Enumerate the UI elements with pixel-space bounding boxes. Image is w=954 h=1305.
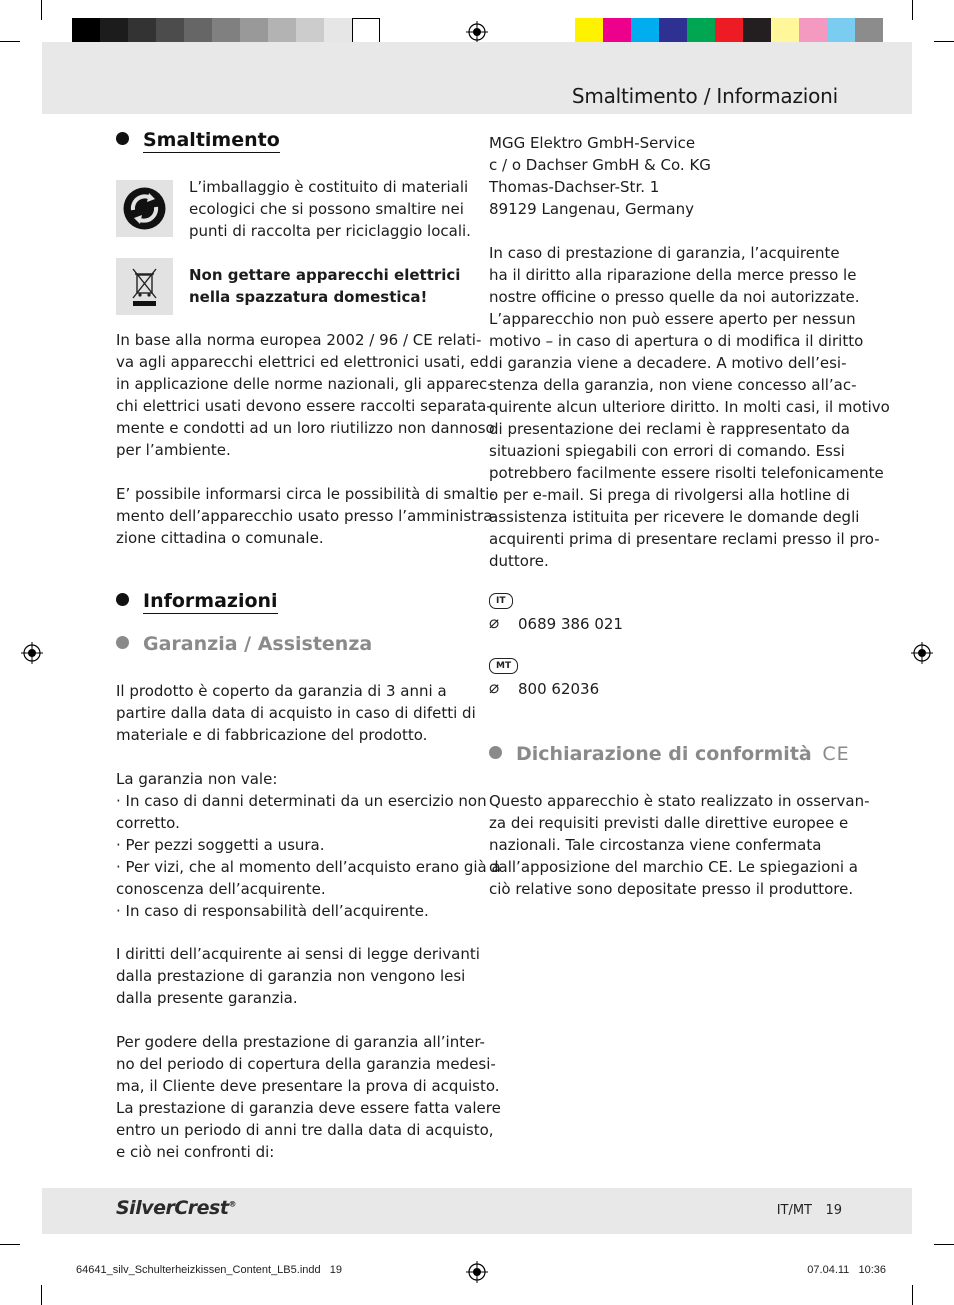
repair-rights-paragraph: In caso di prestazione di garanzia, l’acquirente ha il diritto alla riparazione della merce presso le nostre officine o presso quelle da noi autorizzate. L’apparecchio non può essere aperto per nessun motivo – in caso di apertura o di modifica il diritto di garanzia viene a decadere. A motivo dell’esi- stenza della garanzia, non viene concesso all’ac- quirente alcun ulteriore diritto. In molti casi, il motivo di presentazione dei reclami è rappresentato da situazioni spiegabili con errori di comando. Essi potrebbero facilmente essere risolti telefonicamente o per e-mail. Si prega di rivolgersi alla hotline di assistenza istituita per ricevere le domande degli acquirenti prima di presentare reclami presso il pro- duttore. xyxy=(489,244,890,570)
heading-text: Garanzia / Assistenza xyxy=(143,633,373,655)
crossed-bin-icon xyxy=(116,258,173,315)
bullet-icon xyxy=(116,132,129,145)
hotline-number-it: 0689 386 021 xyxy=(518,615,623,633)
page-number: 19 xyxy=(825,1203,842,1218)
subheading-conformity xyxy=(489,743,850,765)
weee-warning-text: Non gettare apparecchi elettrici nella spazzatura domestica! xyxy=(189,266,461,306)
weee-directive-paragraph: In base alla norma europea 2002 / 96 / CE relati- va agli apparecchi elettrici ed elettronici usati, ed in applicazione delle norme nazionali, gli apparec- chi elettrici usati devono essere raccolti separata- mente e condotti ad un loro riutilizzo non dannoso per l’ambiente. xyxy=(116,331,495,459)
bullet-icon xyxy=(116,593,129,606)
registration-mark-icon xyxy=(911,642,933,664)
section-heading-informazioni xyxy=(116,590,278,612)
conformity-paragraph: Questo apparecchio è stato realizzato in osservan- za dei requisiti previsti dalle direttive europee e nazionali. Tale circostanza viene confermata dall’apposizione del marchio CE. Le spiegazioni a ciò relative sono depositate presso il produttore. xyxy=(489,792,870,898)
registration-mark-icon xyxy=(466,1261,488,1283)
phone-icon: ⌀ xyxy=(489,678,500,698)
crop-mark xyxy=(41,0,42,20)
brand-logo xyxy=(116,1197,236,1219)
heading-text: Smaltimento xyxy=(143,129,280,151)
warranty-paragraph: Il prodotto è coperto da garanzia di 3 anni a partire dalla data di acquisto in caso di difetti di materiale e di fabbricazione del prodotto. xyxy=(116,682,476,744)
bullet-icon xyxy=(489,746,502,759)
recycle-icon xyxy=(116,180,173,237)
brand-name: SilverCrest xyxy=(116,1197,229,1219)
crop-mark xyxy=(41,1285,42,1305)
page-title: Smaltimento / Informazioni xyxy=(571,84,838,108)
registered-mark: ® xyxy=(228,1199,236,1209)
warranty-exclusions-list: La garanzia non vale: · In caso di danni determinati da un esercizio non corretto. · Per pezzi soggetti a usura. · Per vizi, che al momento dell’acquisto erano già a conoscenza dell’acquirente. · In caso di responsabilità dell’acquirente. xyxy=(116,770,501,920)
service-address: MGG Elektro GmbH-Service c / o Dachser GmbH & Co. KG Thomas-Dachser-Str. 1 89129 Langenau, Germany xyxy=(489,134,711,218)
crop-mark xyxy=(912,0,913,20)
crop-mark xyxy=(912,1285,913,1305)
packaging-text: L’imballaggio è costituito di materiali ecologici che si possono smaltire nei punti di raccolta per riciclaggio locali. xyxy=(189,178,471,240)
warranty-claim-paragraph: Per godere della prestazione di garanzia all’inter- no del periodo di copertura della garanzia medesi- ma, il Cliente deve presentare la prova di acquisto. La prestazione di garanzia deve essere fatta valere entro un periodo di anni tre dalla data di acquisto, e ciò nei confronti di: xyxy=(116,1033,501,1161)
registration-mark-icon xyxy=(21,642,43,664)
section-heading-smaltimento xyxy=(116,129,280,151)
statutory-rights-paragraph: I diritti dell’acquirente ai sensi di legge derivanti dalla prestazione di garanzia non vengono lesi dalla presente garanzia. xyxy=(116,945,480,1007)
footer-language: IT/MT xyxy=(776,1203,812,1218)
subheading-garanzia xyxy=(116,633,372,655)
country-badge-mt: MT xyxy=(489,658,518,674)
crop-mark xyxy=(0,1244,20,1245)
bullet-icon xyxy=(116,636,129,649)
crop-mark xyxy=(934,41,954,42)
ce-mark-icon: CE xyxy=(822,743,850,765)
registration-mark-icon xyxy=(466,21,488,43)
slug-filename: 64641_silv_Schulterheizkissen_Content_LB5.indd 19 xyxy=(76,1264,343,1276)
hotline-number-mt: 800 62036 xyxy=(518,680,600,698)
disposal-info-paragraph: E’ possibile informarsi circa le possibilità di smalti- mento dell’apparecchio usato presso l’amministra- zione cittadina o comunale. xyxy=(116,485,498,547)
crop-mark xyxy=(0,41,20,42)
crop-mark xyxy=(934,1244,954,1245)
phone-icon: ⌀ xyxy=(489,613,500,633)
country-badge-it: IT xyxy=(489,593,513,609)
heading-text: Informazioni xyxy=(143,590,278,612)
heading-text: Dichiarazione di conformità xyxy=(516,743,812,765)
slug-datetime: 07.04.11 10:36 xyxy=(807,1264,886,1276)
